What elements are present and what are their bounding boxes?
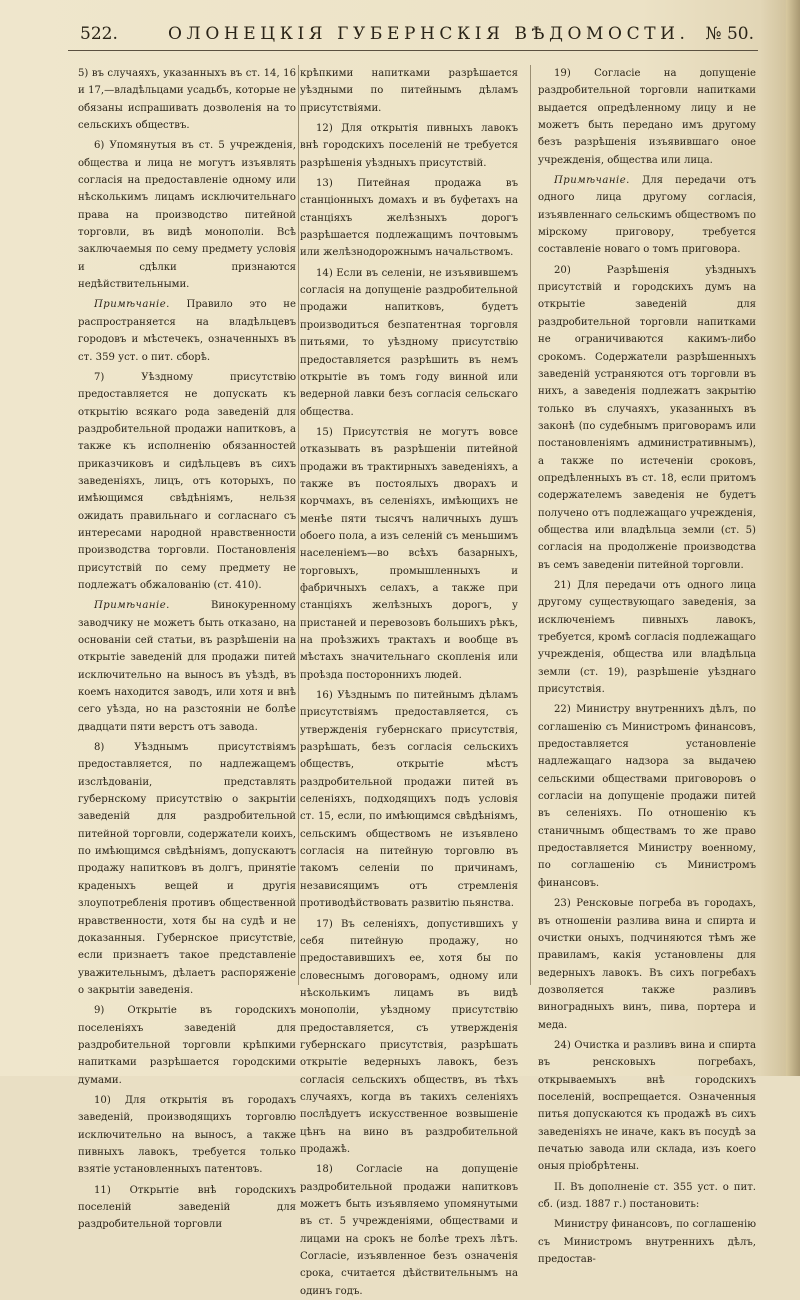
text-column-1	[78, 65, 296, 1231]
paragraph-text: 20) Разрѣшенія уѣздныхъ присутствій и городскихъ думъ на открытіе заведеній для раздробительной торговли напитками не ограничиваются какимъ-либо срокомъ. Содержатели разрѣшенныхъ заведеній устраняются отъ торговли въ нихъ, а заведенія подлежатъ закрытію только въ случаяхъ, указанныхъ въ законѣ (по судебнымъ приговорамъ или постановленіямъ административнымъ), а также по истеченіи сроковъ, опредѣленныхъ въ ст. 18, если притомъ содержателемъ заведенія не будетъ получено отъ подлежащаго учрежденія, общества или владѣльца земли (ст. 5) согласія на продолженіе производства въ семъ заведеніи питейной торговли.	[538, 264, 756, 571]
paragraph-text: 6) Упомянутыя въ ст. 5 учрежденія, общества и лица не могутъ изъявлять согласія на предоставленіе одному или нѣсколькимъ лицамъ исключительнаго права на производство питейной торговли, въ видѣ монополіи. Всѣ заключаемыя по сему предмету условія и сдѣлки признаются недѣйствительными.	[78, 140, 296, 291]
paragraph	[300, 265, 518, 421]
paragraph-text: 9) Открытіе въ городскихъ поселеніяхъ заведеній для раздробительной торговли крѣпкими напитками разрѣшается городскими думами.	[78, 1005, 296, 1086]
paragraph-text: 23) Ренсковые погреба въ городахъ, въ отношеніи разлива вина и спирта и очистки оныхъ, подчиняются тѣмъ же правиламъ, какія установлены для ведерныхъ лавокъ. Въ сихъ погребахъ дозволяется также разливъ виноградныхъ винъ, пива, портера и меда.	[538, 898, 756, 1031]
paragraph-text: 8) Уѣзднымъ присутствіямъ предоставляется, по надлежащемъ изслѣдованіи, представлять губернскому присутствію о закрытіи заведеній для раздробительной питейной торговли, содержатели коихъ, по имѣющимся свѣдѣніямъ, допускаютъ продажу напитковъ въ долгъ, принятіе краденыхъ вещей и другія злоупотребленія противъ общественной нравственности, хотя бы на судѣ и не доказанныя. Губернское присутствіе, если признаетъ такое представленіе уважительнымъ, дѣлаетъ распоряженіе о закрытіи заведенія.	[78, 742, 296, 996]
paragraph-text: 10) Для открытія въ городахъ заведеній, производящихъ торговлю исключительно на выносъ, а также пивныхъ лавокъ, требуется только взятіе установленныхъ патентовъ.	[78, 1094, 296, 1176]
paragraph	[78, 369, 296, 594]
paragraph	[78, 296, 296, 365]
paragraph	[538, 65, 756, 169]
page-edge-shadow	[786, 0, 800, 1076]
paragraph-text: Правило это не распространяется на владѣльцевъ городовъ и мѣстечекъ, означенныхъ въ ст. 359 уст. о пит. сборѣ.	[78, 299, 296, 363]
paragraph-text: 13) Питейная продажа въ станціонныхъ домахъ и въ буфетахъ на станціяхъ желѣзныхъ дорогъ разрѣшается подлежащимъ почтовымъ или желѣзнодорожнымъ начальствомъ.	[300, 178, 518, 259]
paragraph	[538, 262, 756, 574]
paragraph	[538, 1179, 756, 1214]
paragraph	[78, 65, 296, 134]
paragraph	[538, 172, 756, 259]
paragraph-text: 19) Согласіе на допущеніе раздробительной торговли напитками выдается опредѣленному лицу и не можетъ быть передано имъ другому безъ разрѣшенія изъявившаго оное учрежденія, общества или лица.	[538, 68, 756, 166]
paragraph-text: 12) Для открытія пивныхъ лавокъ внѣ городскихъ поселеній не требуется разрѣшенія уѣздныхъ присутствій.	[300, 123, 518, 169]
note-heading: Примѣчаніе.	[554, 175, 630, 187]
paragraph-text: 5) въ случаяхъ, указанныхъ въ ст. 14, 16 и 17,—владѣльцами усадьбъ, которые не обязаны испрашивать дозволенія на то сельскихъ обществъ.	[78, 68, 296, 132]
note-heading: Примѣчаніе.	[94, 299, 170, 311]
paragraph-text: 16) Уѣзднымъ по питейнымъ дѣламъ присутствіямъ предоставляется, съ утвержденія губернскаго присутствія, разрѣшать, безъ согласія сельскихъ обществъ, открытіе мѣстъ раздробительной продажи питей въ селеніяхъ, подходящихъ подъ условія ст. 15, если, по имѣющимся свѣдѣніямъ, сельскимъ обществомъ не изъявлено согласія на питейную торговлю въ такомъ селеніи по причинамъ, независящимъ отъ стремленія противодѣйствовать развитію пьянства.	[300, 690, 518, 910]
text-column-3	[538, 65, 756, 1266]
paragraph	[300, 1161, 518, 1300]
paragraph	[300, 916, 518, 1159]
paragraph-text: 15) Присутствія не могутъ вовсе отказывать въ разрѣшеніи питейной продажи въ трактирныхъ заведеніяхъ, а также въ постоялыхъ дворахъ и корчмахъ, въ селеніяхъ, имѣющихъ не менѣе пяти тысячъ наличныхъ душъ обоего пола, а изъ селеній съ меньшимъ населеніемъ—во всѣхъ базарныхъ, торговыхъ, промышленныхъ и фабричныхъ селахъ, а также при станціяхъ желѣзныхъ дорогъ, у пристаней и перевозовъ большихъ рѣкъ, на проѣзжихъ трактахъ и вообще въ мѣстахъ значительнаго скопленія или проѣзда постороннихъ людей.	[300, 426, 518, 681]
text-column-2	[300, 65, 518, 1297]
paragraph	[300, 65, 518, 117]
paragraph-text: 18) Согласіе на допущеніе раздробительной продажи напитковъ можетъ быть изъявляемо упомянутыми въ ст. 5 учрежденіями, обществами и лицами на срокъ не болѣе трехъ лѣтъ. Согласіе, изъявленное безъ означенія срока, считается дѣйствительнымъ на одинъ годъ.	[300, 1164, 518, 1297]
paragraph-text: 22) Министру внутреннихъ дѣлъ, по соглашенію съ Министромъ финансовъ, предоставляется установленіе надлежащаго надзора за выдачею сельскими обществами приговоровъ о согласіи на допущеніе продажи питей въ селеніяхъ. По отношенію къ станичнымъ обществамъ то же право предоставляется Министру военному, по соглашенію съ Министромъ финансовъ.	[538, 704, 756, 889]
paragraph-text: Винокуренному заводчику не можетъ быть отказано, на основаніи сей статьи, въ разрѣшеніи на открытіе заведеній для продажи питей исключительно на выносъ въ уѣздѣ, въ коемъ находится заводъ, или хотя и внѣ сего уѣзда, но на разстояніи не болѣе двадцати пяти верстъ отъ завода.	[78, 600, 296, 733]
paragraph-text: 17) Въ селеніяхъ, допустившихъ у себя питейную продажу, но предоставившихъ ее, хотя бы по словеснымъ договорамъ, одному или нѣсколькимъ лицамъ въ видѣ монополіи, уѣздному присутствію предоставляется, съ утвержденія губернскаго присутствія, разрѣшать открытіе ведерныхъ лавокъ, безъ согласія сельскихъ обществъ, въ тѣхъ случаяхъ, когда въ такихъ селеніяхъ послѣдуетъ искусственное возвышеніе цѣнъ на вино въ раздробительной продажѣ.	[300, 918, 518, 1155]
paragraph-text: Министру финансовъ, по соглашенію съ Министромъ внутреннихъ дѣлъ, предостав-	[538, 1219, 756, 1266]
paragraph-text: 24) Очистка и разливъ вина и спирта въ ренсковыхъ погребахъ, открываемыхъ внѣ городскихъ поселеній, воспрещается. Означенныя питья допускаются къ продажѣ въ сихъ заведеніяхъ не иначе, какъ въ посудѣ за печатью завода или склада, изъ коего оныя пріобрѣтены.	[538, 1039, 756, 1173]
column-divider	[530, 65, 531, 985]
issue-number: № 50.	[705, 24, 754, 44]
paragraph	[538, 1037, 756, 1176]
newspaper-title: ОЛОНЕЦКІЯ ГУБЕРНСКІЯ ВѢДОМОСТИ.	[168, 24, 690, 44]
paragraph	[78, 1002, 296, 1089]
paragraph-text: 14) Если въ селеніи, не изъявившемъ согласія на допущеніе раздробительной продажи напитковъ, будетъ производиться безпатентная торговля питьями, то уѣздному присутствію предоставляется разрѣшить въ немъ открытіе въ томъ году винной или ведерной лавки безъ согласія сельскаго общества.	[300, 267, 518, 418]
paragraph	[300, 687, 518, 912]
paragraph	[78, 137, 296, 293]
paragraph	[538, 895, 756, 1034]
paragraph	[78, 1092, 296, 1179]
paragraph	[300, 175, 518, 262]
paragraph	[78, 597, 296, 736]
paragraph	[78, 1182, 296, 1234]
page-number: 522.	[80, 24, 118, 44]
paragraph-text: крѣпкими напитками разрѣшается уѣздными по питейнымъ дѣламъ присутствіями.	[300, 68, 518, 114]
paragraph-text: II. Въ дополненіе ст. 355 уст. о пит. сб. (изд. 1887 г.) постановить:	[538, 1181, 756, 1210]
paragraph-text: 7) Уѣздному присутствію предоставляется не допускать къ открытію всякаго рода заведеній для раздробительной продажи напитковъ, а также къ исполненію обязанностей приказчиковъ и сидѣльцевъ въ сихъ заведеніяхъ, лицъ, отъ которыхъ, по имѣющимся свѣдѣніямъ, нельзя ожидать правильнаго и согласнаго съ интересами народной нравственности производства торговли. Постановленія присутствій по сему предмету не подлежатъ обжалованію (ст. 410).	[78, 371, 296, 591]
page-header	[68, 18, 758, 51]
note-heading: Примѣчаніе.	[94, 600, 170, 612]
paragraph	[538, 701, 756, 892]
paragraph	[300, 424, 518, 684]
paragraph-text: Для передачи отъ одного лица другому согласія, изъявленнаго сельскимъ обществомъ по мірскому приговору, требуется составленіе новаго о томъ приговора.	[538, 175, 756, 256]
paragraph	[78, 739, 296, 999]
column-divider	[298, 65, 299, 985]
paragraph	[538, 577, 756, 698]
paragraph-text: 21) Для передачи отъ одного лица другому существующаго заведенія, за исключеніемъ пивныхъ лавокъ, требуется, кромѣ согласія подлежащаго учрежденія, общества или владѣльца земли (ст. 19), разрѣшеніе уѣзднаго присутствія.	[538, 579, 756, 696]
paragraph	[538, 1216, 756, 1268]
paragraph-text: 11) Открытіе внѣ городскихъ поселеній заведеній для раздробительной торговли	[78, 1184, 296, 1231]
paragraph	[300, 120, 518, 172]
